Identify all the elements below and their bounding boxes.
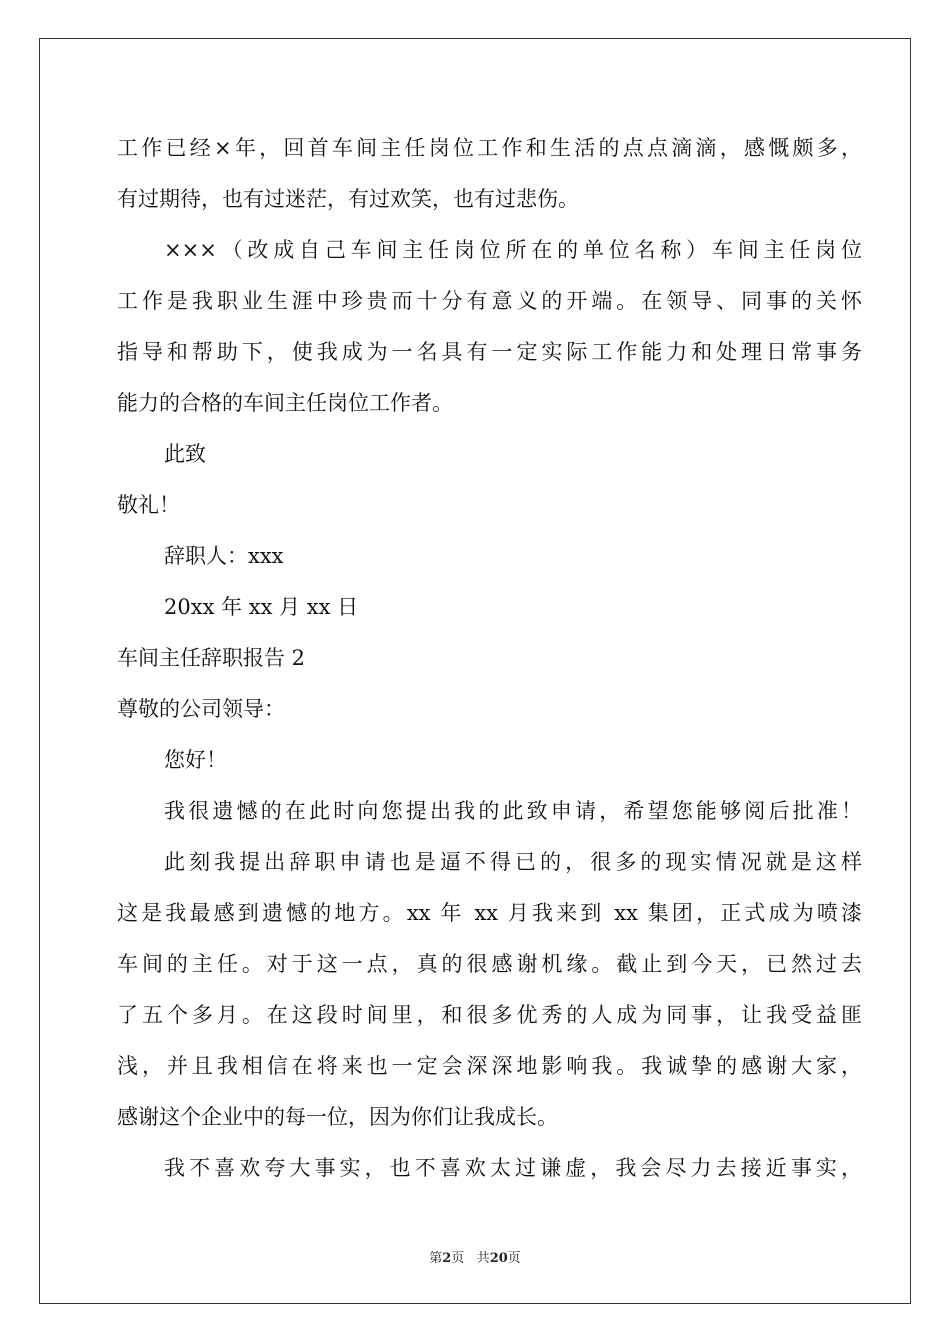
text-line: 能力的合格的车间主任岗位工作者。 bbox=[117, 391, 453, 415]
text-line: 我不喜欢夸大事实，也不喜欢太过谦虚，我会尽力去接近事实， bbox=[164, 1156, 862, 1180]
text-line: ×××（改成自己车间主任岗位所在的单位名称）车间主任岗位 bbox=[164, 238, 862, 262]
text-line: 20xx 年 xx 月 xx 日 bbox=[164, 595, 359, 619]
footer-total-pages: 20 bbox=[489, 1251, 508, 1266]
footer-total-suffix: 页 bbox=[507, 1251, 521, 1266]
footer-total-prefix: 共 bbox=[476, 1251, 490, 1266]
text-line: 车间的主任。对于这一点，真的很感谢机缘。截止到今天，已然过去 bbox=[117, 952, 862, 976]
text-line: 有过期待，也有过迷茫，有过欢笑，也有过悲伤。 bbox=[117, 187, 579, 211]
footer-prefix: 第 bbox=[429, 1251, 443, 1266]
text-line: 此致 bbox=[164, 442, 206, 466]
text-line: 尊敬的公司领导： bbox=[117, 697, 285, 721]
footer-current-page: 2 bbox=[442, 1251, 452, 1266]
text-line: 您好！ bbox=[164, 748, 227, 772]
text-line: 指导和帮助下，使我成为一名具有一定实际工作能力和处理日常事务 bbox=[117, 340, 862, 364]
text-line: 了五个多月。在这段时间里，和很多优秀的人成为同事，让我受益匪 bbox=[117, 1003, 862, 1027]
text-line: 浅，并且我相信在将来也一定会深深地影响我。我诚挚的感谢大家， bbox=[117, 1054, 862, 1078]
text-line: 车间主任辞职报告 2 bbox=[117, 646, 306, 670]
document-body bbox=[117, 126, 862, 1197]
text-line: 我很遗憾的在此时向您提出我的此致申请，希望您能够阅后批准！ bbox=[164, 799, 862, 823]
text-line: 工作已经×年，回首车间主任岗位工作和生活的点点滴滴，感慨颇多， bbox=[117, 136, 862, 160]
text-line: 此刻我提出辞职申请也是逼不得已的，很多的现实情况就是这样 bbox=[164, 850, 862, 874]
text-line: 这是我最感到遗憾的地方。xx 年 xx 月我来到 xx 集团，正式成为喷漆 bbox=[117, 901, 862, 925]
text-line: 辞职人：xxx bbox=[164, 544, 284, 568]
text-line: 敬礼！ bbox=[117, 493, 180, 517]
footer-page-word: 页 bbox=[451, 1251, 465, 1266]
text-line: 感谢这个企业中的每一位，因为你们让我成长。 bbox=[117, 1105, 558, 1129]
text-line: 工作是我职业生涯中珍贵而十分有意义的开端。在领导、同事的关怀 bbox=[117, 289, 862, 313]
page-footer bbox=[0, 1247, 950, 1266]
